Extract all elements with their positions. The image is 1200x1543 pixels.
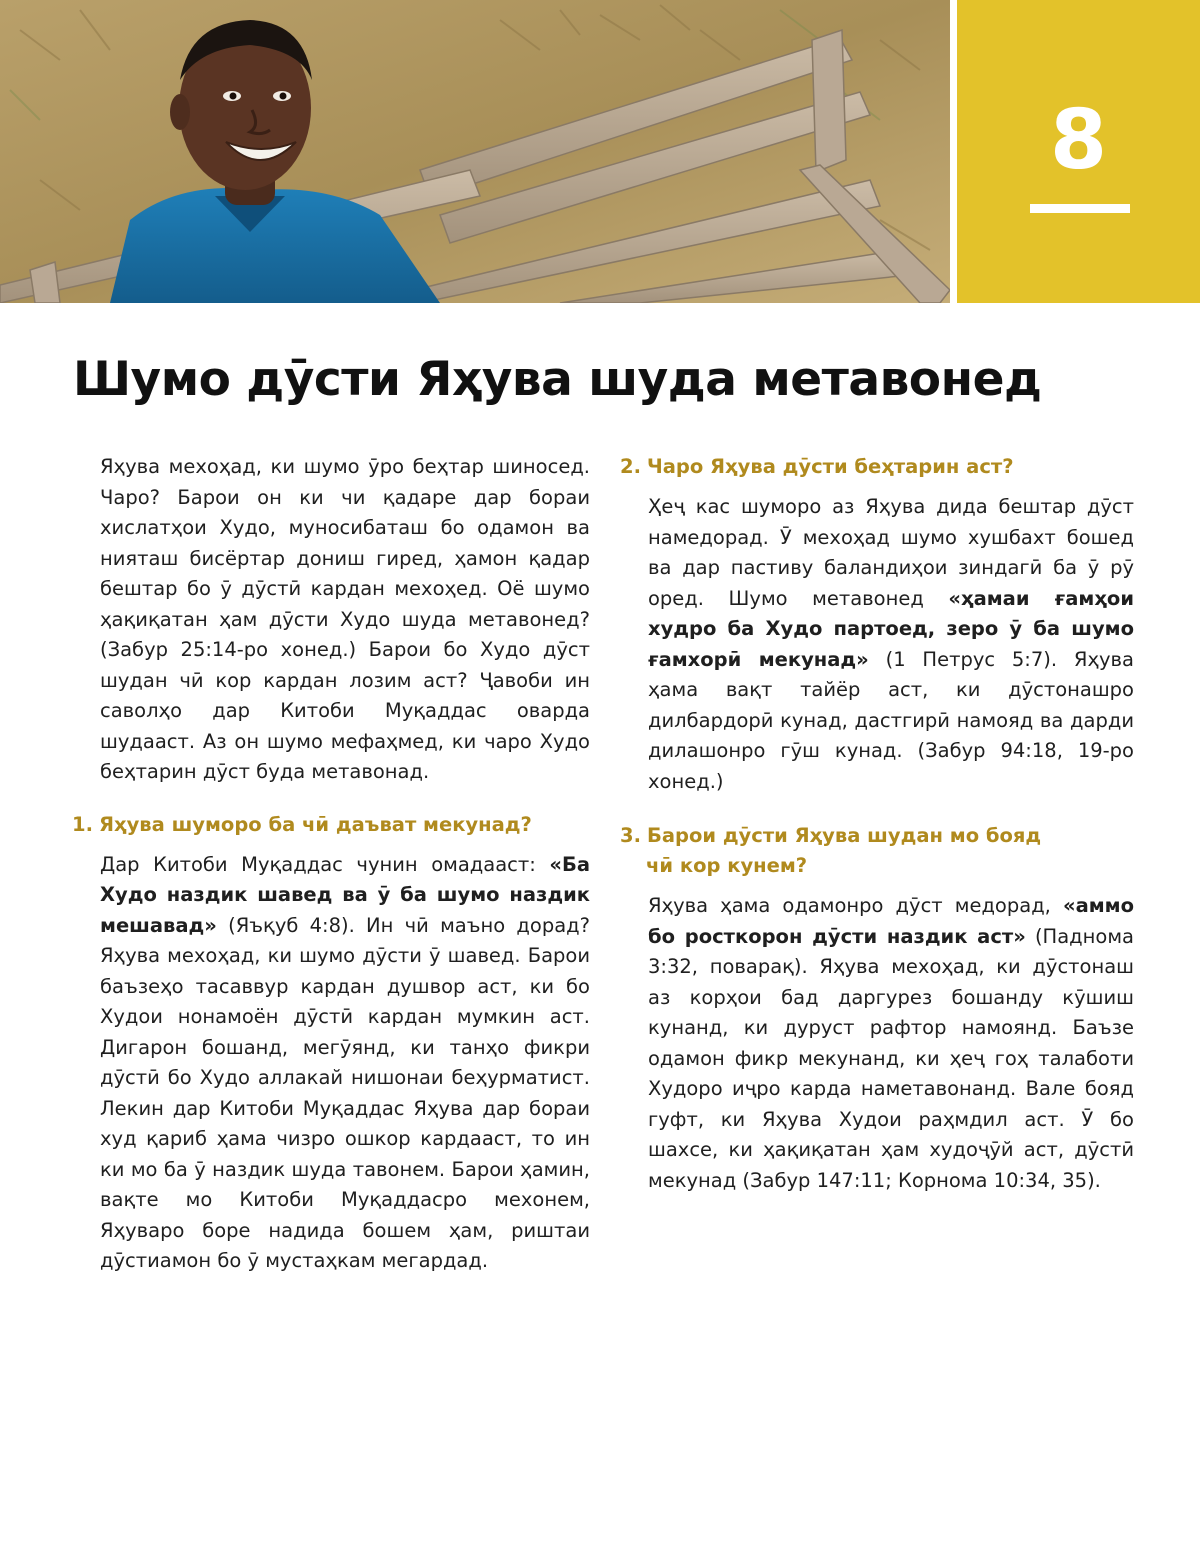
section-3-heading-line1: Барои дӯсти Яҳува шудан мо бояд — [646, 824, 1042, 847]
section-3-heading-line2: чӣ кор кунем? — [646, 854, 808, 877]
section-2-heading — [620, 452, 1134, 482]
left-column — [72, 452, 590, 1277]
section-3-number: 3. — [620, 824, 641, 847]
page-title: Шумо дӯсти Яҳува шуда метавонед — [73, 352, 1042, 407]
section-2-text-b: (1 Петрус 5:7). Яҳува ҳама вақт тайёр аст, ки дӯстонашро дилбардорӣ кунад, дастгирӣ намояд ва дарди дилашонро гӯш кунад. (Забур 94:18, 19-ро хонед.) — [648, 647, 1134, 793]
section-2-text-a: Ҳеҷ кас шуморо аз Яҳува дида бештар дӯст намедорад. Ӯ мехоҳад шумо хушбахт бошед ва дар пастиву баландиҳои зиндагӣ ба ӯ рӯ оред. Шумо метавонед — [648, 495, 1134, 610]
section-1-text-b: (Яъқуб 4:8). Ин чӣ маъно дорад? Яҳува мехоҳад, ки шумо дӯсти ӯ шавед. Барои баъзеҳо тасаввур кардан душвор аст, ки бо Худои нонамоён дӯстӣ кардан мумкин аст. Дигарон бошанд, мегӯянд, ки танҳо фикри дӯстӣ бо Худо аллакай нишонаи беҳурматист. Лекин дар Китоби Муқаддас Яҳува дар бораи худ қариб ҳама чизро ошкор кардааст, то ин ки мо ба ӯ наздик шуда тавонем. Барои ҳамин, вақте мо Китоби Муқаддасро мехонем, Яҳуваро боре надида бошем ҳам, риштаи дӯстиамон бо ӯ мустаҳкам мегардад. — [100, 913, 590, 1272]
section-3-text-b: (Паднома 3:32, поварақ). Яҳува мехоҳад, ки дӯстонаш аз корҳои бад даргурез бошанду кӯшиш кунанд, ки дуруст рафтор намоянд. Баъзе одамон фикр мекунанд, ки ҳеҷ гоҳ талаботи Худоро иҷро карда наметавонанд. Вале бояд гуфт, ки Яҳува Худои раҳмдил аст. Ӯ бо шахсе, ки ҳақиқатан ҳам худоҷӯй аст, дӯстӣ мекунад (Забур 147:11; Корнома 10:34, 35). — [648, 924, 1134, 1192]
section-2-quote: «ҳамаи ғамҳои худро ба Худо партоед, зеро ӯ ба шумо ғамхорӣ мекунад» — [648, 586, 1134, 671]
section-3-heading — [620, 821, 1134, 881]
section-3-quote: «аммо бо росткорон дӯсти наздик аст» — [648, 894, 1134, 948]
section-2-heading-text: Чаро Яҳува дӯсти беҳтарин аст? — [646, 455, 1014, 478]
section-1-heading-text: Яҳува шуморо ба чӣ даъват мекунад? — [98, 812, 532, 836]
chapter-underline — [1030, 204, 1130, 213]
chapter-number: 8 — [1049, 93, 1108, 188]
section-1-text-a: Дар Китоби Муқаддас чунин омадааст: — [100, 852, 550, 876]
right-column — [620, 452, 1134, 1196]
section-2-number: 2. — [620, 455, 641, 478]
intro-paragraph: Яҳува мехоҳад, ки шумо ӯро беҳтар шиносед. Чаро? Барои он ки чи қадаре дар бораи хислатҳои Худо, муносибаташ бо одамон ва нияташ бисёртар дониш гиред, ҳамон қадар бештар бо ӯ дӯстӣ кардан мехоҳед. Оё шумо ҳақиқатан ҳам дӯсти Худо шуда метавонед? (Забур 25:14-ро хонед.) Барои бо Худо дӯст шудан чӣ кор кардан лозим аст? Ҷавоби ин саволҳо дар Китоби Муқаддас оварда шудааст. Аз он шумо мефаҳмед, ки чаро Худо беҳтарин дӯст буда метавонад. — [100, 455, 590, 783]
section-2-paragraph — [620, 492, 1134, 797]
chapter-badge — [957, 0, 1200, 303]
section-3-paragraph — [620, 891, 1134, 1196]
section-1-number: 1. — [72, 812, 93, 836]
section-1-paragraph — [72, 850, 590, 1277]
section-3-text-a: Яҳува ҳама одамонро дӯст медорад, — [648, 894, 1063, 917]
section-1-heading — [72, 810, 590, 840]
section-1-quote: «Ба Худо наздик шавед ва ӯ ба шумо наздик мешавад» — [100, 852, 590, 937]
hero-photo — [0, 0, 950, 303]
hero-illustration — [0, 0, 950, 303]
